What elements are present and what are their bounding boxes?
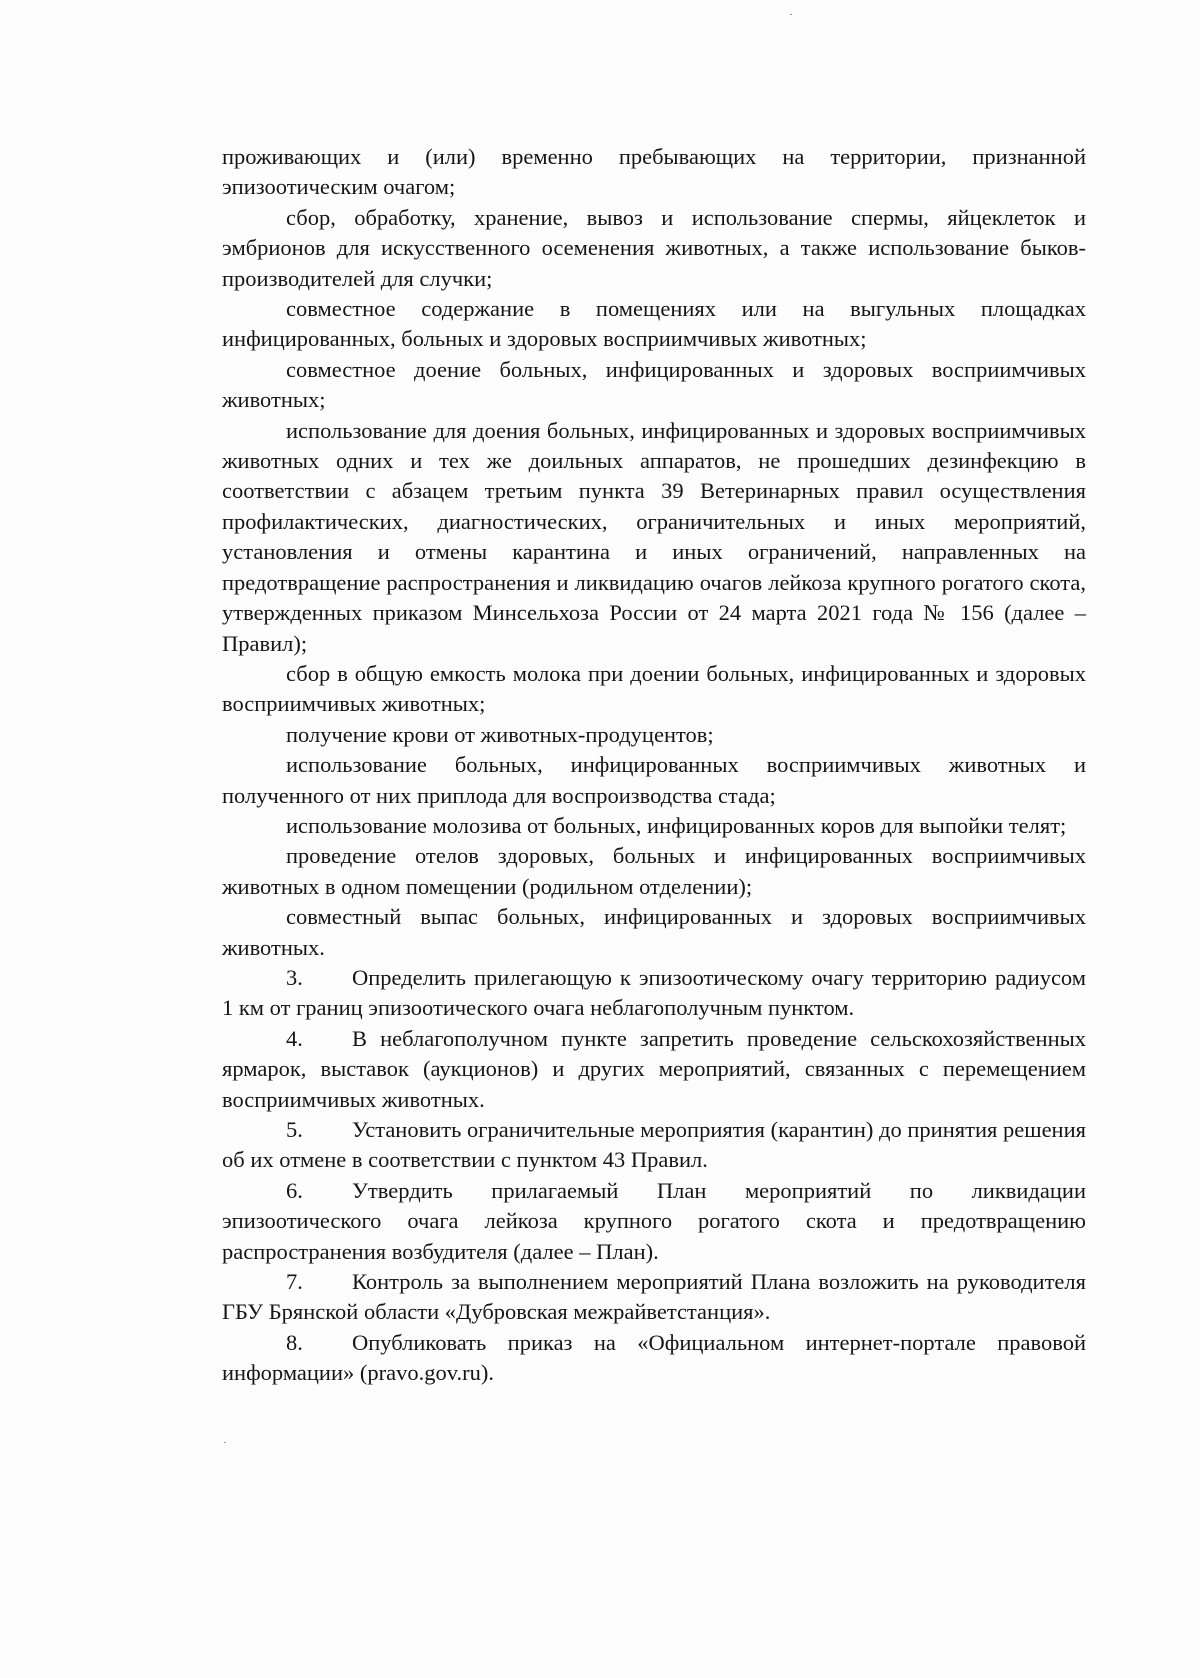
item-number: 5. <box>286 1117 303 1142</box>
item-text: В неблагополучном пункте запретить проведение сельскохозяйственных ярмарок, выставок (аукционов) и других мероприятий, связанных с перемещением восприимчивых животных. <box>222 1025 1086 1112</box>
item-text: Установить ограничительные мероприятия (карантин) до принятия решения об их отмене в соответствии с пунктом 43 Правил. <box>222 1117 1086 1173</box>
item-number: 8. <box>286 1329 303 1355</box>
numbered-item <box>222 1176 1086 1267</box>
prohibition-item: совместный выпас больных, инфицированных и здоровых восприимчивых животных. <box>222 904 1086 960</box>
prohibition-item: использование молозива от больных, инфицированных коров для выпойки телят; <box>286 812 1067 838</box>
item-number: 6. <box>286 1177 303 1203</box>
numbered-item <box>222 963 1086 1024</box>
document-page <box>222 142 1086 1389</box>
scan-speck <box>224 1442 226 1443</box>
prohibition-item: совместное содержание в помещениях или на выгульных площадках инфицированных, больных и здоровых восприимчивых животных; <box>222 296 1086 352</box>
prohibition-item: проведение отелов здоровых, больных и инфицированных восприимчивых животных в одном помещении (родильном отделении); <box>222 843 1086 899</box>
prohibition-item: использование для доения больных, инфицированных и здоровых восприимчивых животных одних и тех же доильных аппаратов, не прошедших дезинфекцию в соответствии с абзацем третьим пункта 39 Ветеринарных правил осуществления профилактических, диагностических, ограничительных и иных мероприятий, установления и отмены карантина и иных ограничений, направленных на предотвращение распространения и ликвидацию очагов лейкоза крупного рогатого скота, утвержденных приказом Минсельхоза России от 24 марта 2021 года № 156 (далее – Правил); <box>222 417 1086 656</box>
scan-speck <box>790 14 792 15</box>
item-text: Контроль за выполнением мероприятий Плана возложить на руководителя ГБУ Брянской области «Дубровская межрайветстанция». <box>222 1269 1086 1325</box>
prohibition-item: совместное доение больных, инфицированных и здоровых восприимчивых животных; <box>222 356 1086 413</box>
prohibition-item: использование больных, инфицированных восприимчивых животных и полученного от них приплода для воспроизводства стада; <box>222 752 1086 808</box>
prohibition-item: сбор, обработку, хранение, вывоз и использование спермы, яйцеклеток и эмбрионов для искусственного осеменения животных, а также использование быков-производителей для случки; <box>222 204 1086 291</box>
numbered-item <box>222 1024 1086 1115</box>
item-text: Опубликовать приказ на «Официальном интернет-портале правовой информации» (pravo.gov.ru). <box>222 1329 1086 1386</box>
prohibition-item: сбор в общую емкость молока при доении больных, инфицированных и здоровых восприимчивых животных; <box>222 660 1086 717</box>
numbered-item <box>222 1328 1086 1389</box>
item-number: 4. <box>286 1025 303 1051</box>
item-number: 3. <box>286 964 303 990</box>
item-number: 7. <box>286 1269 303 1295</box>
item-text: Определить прилегающую к эпизоотическому очагу территорию радиусом 1 км от границ эпизоотического очага неблагополучным пунктом. <box>222 964 1086 1021</box>
numbered-item <box>222 1115 1086 1176</box>
item-text: Утвердить прилагаемый План мероприятий по ликвидации эпизоотического очага лейкоза крупного рогатого скота и предотвращению распространения возбудителя (далее – План). <box>222 1177 1086 1264</box>
prohibition-item: получение крови от животных-продуцентов; <box>286 721 714 747</box>
continuation-paragraph: проживающих и (или) временно пребывающих на территории, признанной эпизоотическим очагом; <box>222 144 1086 200</box>
numbered-item <box>222 1267 1086 1328</box>
